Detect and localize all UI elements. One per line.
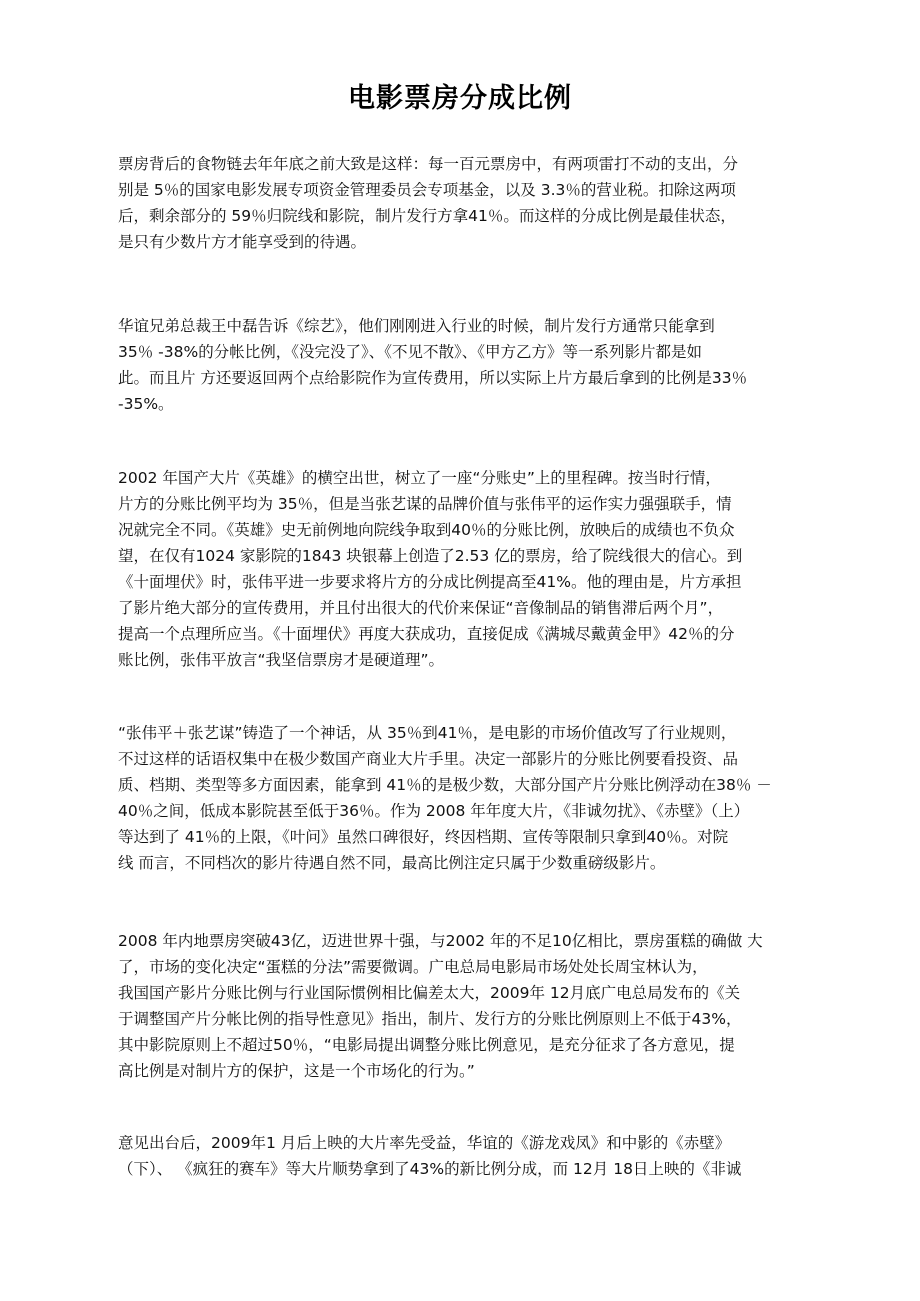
text-line: （下）、 《疯狂的赛车》等大片顺势拿到了43%的新比例分成，而 12月 18日上映的《非诚 [118, 1160, 742, 1178]
text-line: 提高一个点理所应当。《十面埋伏》再度大获成功，直接促成《满城尽戴黄金甲》42％的分 [118, 625, 735, 643]
text-line: 意见出台后，2009年1 月后上映的大片率先受益，华谊的《游龙戏凤》和中影的《赤壁》 [118, 1134, 731, 1152]
text-line: 35％ -38%的分帐比例，《没完没了》、《不见不散》、《甲方乙方》等一系列影片都是如 [118, 343, 702, 361]
paragraph-after-policy [118, 1130, 838, 1182]
paragraph-hero [118, 465, 838, 673]
document-title: 电影票房分成比例 [348, 83, 572, 114]
text-line: 我国国产影片分账比例与行业国际惯例相比偏差太大，2009年 12月底广电总局发布的《关 [118, 984, 741, 1002]
paragraph-myth [118, 720, 838, 876]
text-line: 况就完全不同。《英雄》史无前例地向院线争取到40％的分账比例，放映后的成绩也不负众 [118, 521, 735, 539]
text-line: 了影片绝大部分的宣传费用，并且付出很大的代价来保证“音像制品的销售滞后两个月”， [118, 599, 724, 617]
text-line: 高比例是对制片方的保护，这是一个市场化的行为。” [118, 1062, 475, 1080]
text-line: 于调整国产片分帐比例的指导性意见》指出，制片、发行方的分账比例原则上不低于43%， [118, 1010, 742, 1028]
text-line: 2008 年内地票房突破43亿，迈进世界十强，与2002 年的不足10亿相比，票房蛋糕的确做 大 [118, 932, 763, 950]
text-line: 等达到了 41％的上限，《叶问》虽然口碑很好，终因档期、宣传等限制只拿到40％。对院 [118, 828, 729, 846]
text-line: 40％之间，低成本影院甚至低于36％。作为 2008 年年度大片，《非诚勿扰》、《赤壁》（上） [118, 802, 750, 820]
text-line: 不过这样的话语权集中在极少数国产商业大片手里。决定一部影片的分账比例要看投资、品 [118, 750, 739, 768]
text-line: -35%。 [118, 395, 174, 413]
text-line: 质、档期、类型等多方面因素，能拿到 41％的是极少数，大部分国产片分账比例浮动在38％ － [118, 776, 772, 794]
text-line: 票房背后的食物链去年年底之前大致是这样：每一百元票房中，有两项雷打不动的支出，分 [118, 155, 739, 173]
text-line: 后，剩余部分的 59％归院线和影院，制片发行方拿41％。而这样的分成比例是最佳状态， [118, 207, 736, 225]
text-line: 别是 5％的国家电影发展专项资金管理委员会专项基金，以及 3.3％的营业税。扣除这两项 [118, 181, 736, 199]
text-line: 账比例，张伟平放言“我坚信票房才是硬道理”。 [118, 651, 445, 669]
paragraph-2008-box-office [118, 928, 838, 1084]
text-line: 2002 年国产大片《英雄》的横空出世，树立了一座“分账史”上的里程碑。按当时行情， [118, 469, 721, 487]
text-line: 线 而言，不同档次的影片待遇自然不同，最高比例注定只属于少数重磅级影片。 [118, 854, 666, 872]
text-line: 望，在仅有1024 家影院的1843 块银幕上创造了2.53 亿的票房，给了院线很大的信心。到 [118, 547, 743, 565]
paragraph-revenue-chain [118, 151, 838, 255]
text-line: 此。而且片 方还要返回两个点给影院作为宣传费用，所以实际上片方最后拿到的比例是33％ [118, 369, 748, 387]
text-line: “张伟平＋张艺谋”铸造了一个神话，从 35％到41％，是电影的市场价值改写了行业规则， [118, 724, 737, 742]
text-line: 《十面埋伏》时，张伟平进一步要求将片方的分成比例提高至41%。他的理由是，片方承担 [118, 573, 742, 591]
text-line: 华谊兄弟总裁王中磊告诉《综艺》，他们刚刚进入行业的时候，制片发行方通常只能拿到 [118, 317, 715, 335]
text-line: 其中影院原则上不超过50％，“电影局提出调整分账比例意见，是充分征求了各方意见，提 [118, 1036, 735, 1054]
paragraph-huayi [118, 313, 838, 417]
text-line: 是只有少数片方才能享受到的待遇。 [118, 233, 367, 251]
text-line: 了，市场的变化决定“蛋糕的分法”需要微调。广电总局电影局市场处处长周宝林认为， [118, 958, 708, 976]
text-line: 片方的分账比例平均为 35％，但是当张艺谋的品牌价值与张伟平的运作实力强强联手，情 [118, 495, 732, 513]
